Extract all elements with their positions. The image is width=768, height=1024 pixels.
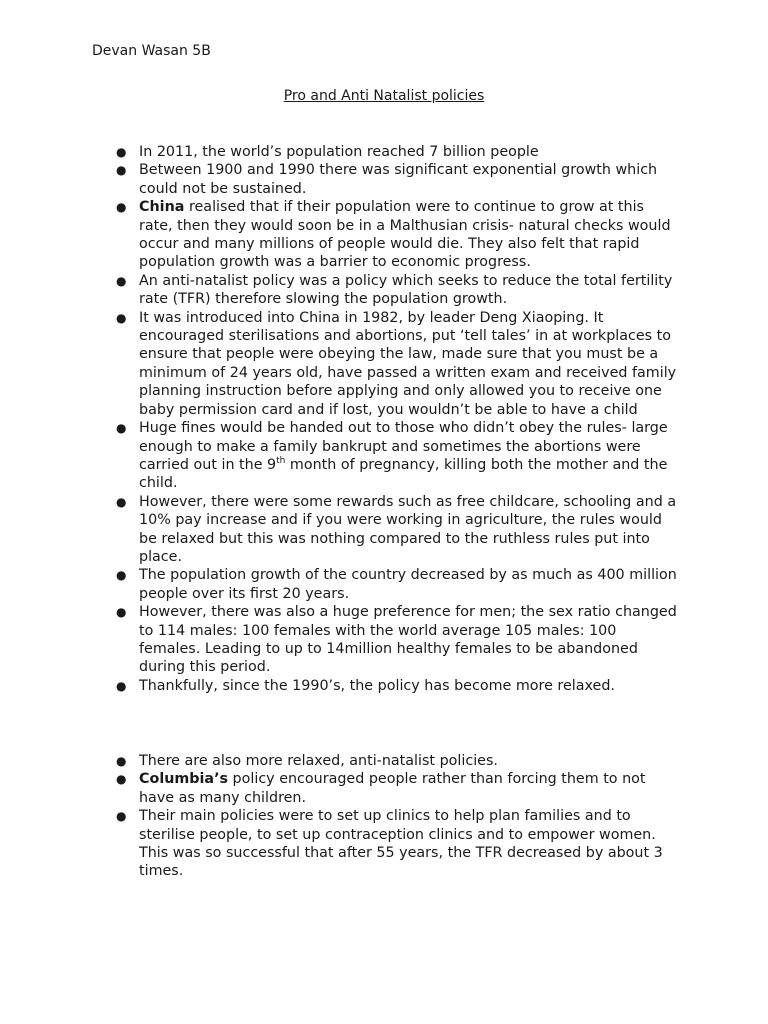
list-item-text-after: month of pregnancy, killing both the mother and the child. <box>139 456 668 492</box>
list-item-text: However, there was also a huge preference for men; the sex ratio changed to 114 males: 100 females with the world average 105 males: 100 females. Leading to up to 14million healthy females to be abandoned during this period. <box>139 604 677 676</box>
list-item <box>116 272 679 309</box>
superscript: th <box>276 456 286 467</box>
list-item <box>116 566 679 603</box>
bullet-icon: ● <box>116 568 127 583</box>
bullet-icon: ● <box>116 809 127 824</box>
list-item-text: Thankfully, since the 1990’s, the policy has become more relaxed. <box>139 677 615 694</box>
list-item-text: realised that if their population were to continue to grow at this rate, then they would soon be in a Malthusian crisis- natural checks would occur and many millions of people would die. They also felt that rapid population growth was a barrier to economic progress. <box>139 199 671 271</box>
list-item <box>116 198 679 272</box>
list-item <box>116 161 679 198</box>
list-item-text: However, there were some rewards such as free childcare, schooling and a 10% pay increase and if you were working in agriculture, the rules would be relaxed but this was nothing compared to the ruthless rules put into place. <box>139 493 677 565</box>
list-item-text: An anti-natalist policy was a policy which seeks to reduce the total fertility rate (TFR) therefore slowing the population growth. <box>139 272 673 308</box>
list-item-text: There are also more relaxed, anti-natalist policies. <box>139 753 498 769</box>
bullet-icon: ● <box>116 494 127 509</box>
list-item-text: In 2011, the world’s population reached 7 billion people <box>139 144 539 160</box>
bullet-icon: ● <box>116 421 127 436</box>
bullet-icon: ● <box>116 163 127 178</box>
list-item <box>116 603 679 677</box>
author-line: Devan Wasan 5B <box>92 43 211 59</box>
bullet-list-china <box>116 143 679 695</box>
document-title: Pro and Anti Natalist policies <box>283 88 485 104</box>
list-item-bold: China <box>139 199 185 216</box>
bullet-list-columbia <box>116 752 679 881</box>
list-item-text: Between 1900 and 1990 there was significant exponential growth which could not be sustained. <box>139 162 658 197</box>
list-item <box>116 493 679 567</box>
list-item <box>116 770 679 807</box>
bullet-icon: ● <box>116 200 127 215</box>
bullet-icon: ● <box>116 273 127 288</box>
bullet-icon: ● <box>116 754 127 768</box>
bullet-icon: ● <box>116 678 127 693</box>
bullet-icon: ● <box>116 605 127 620</box>
list-item-text: It was introduced into China in 1982, by leader Deng Xiaoping. It encouraged sterilisations and abortions, put ‘tell tales’ in at workplaces to ensure that people were obeying the law, made sure that you must be a minimum of 24 years old, have passed a written exam and received family planning instruction before applying and only allowed you to receive one baby permission card and if lost, you wouldn’t be able to have a child <box>139 309 677 418</box>
list-item <box>116 309 679 419</box>
bullet-icon: ● <box>116 310 127 325</box>
list-item-text: Their main policies were to set up clinics to help plan families and to sterilise people, to set up contraception clinics and to empower women. This was so successful that after 55 years, the TFR decreased by about 3 times. <box>139 808 663 880</box>
list-item-text: The population growth of the country decreased by as much as 400 million people over its first 20 years. <box>139 567 677 602</box>
list-item-text: policy encouraged people rather than forcing them to not have as many children. <box>139 771 646 806</box>
list-item-bold: Columbia’s <box>139 771 229 788</box>
list-item <box>116 419 679 493</box>
bullet-icon: ● <box>116 772 127 787</box>
list-item <box>116 807 679 881</box>
list-item-text: Huge fines would be handed out to those who didn’t obey the rules- large enough to make a family bankrupt and sometimes the abortions were carried out in the 9 <box>139 420 668 473</box>
list-item <box>116 752 679 770</box>
list-item <box>116 677 679 695</box>
list-item <box>116 143 679 161</box>
bullet-icon: ● <box>116 145 127 159</box>
